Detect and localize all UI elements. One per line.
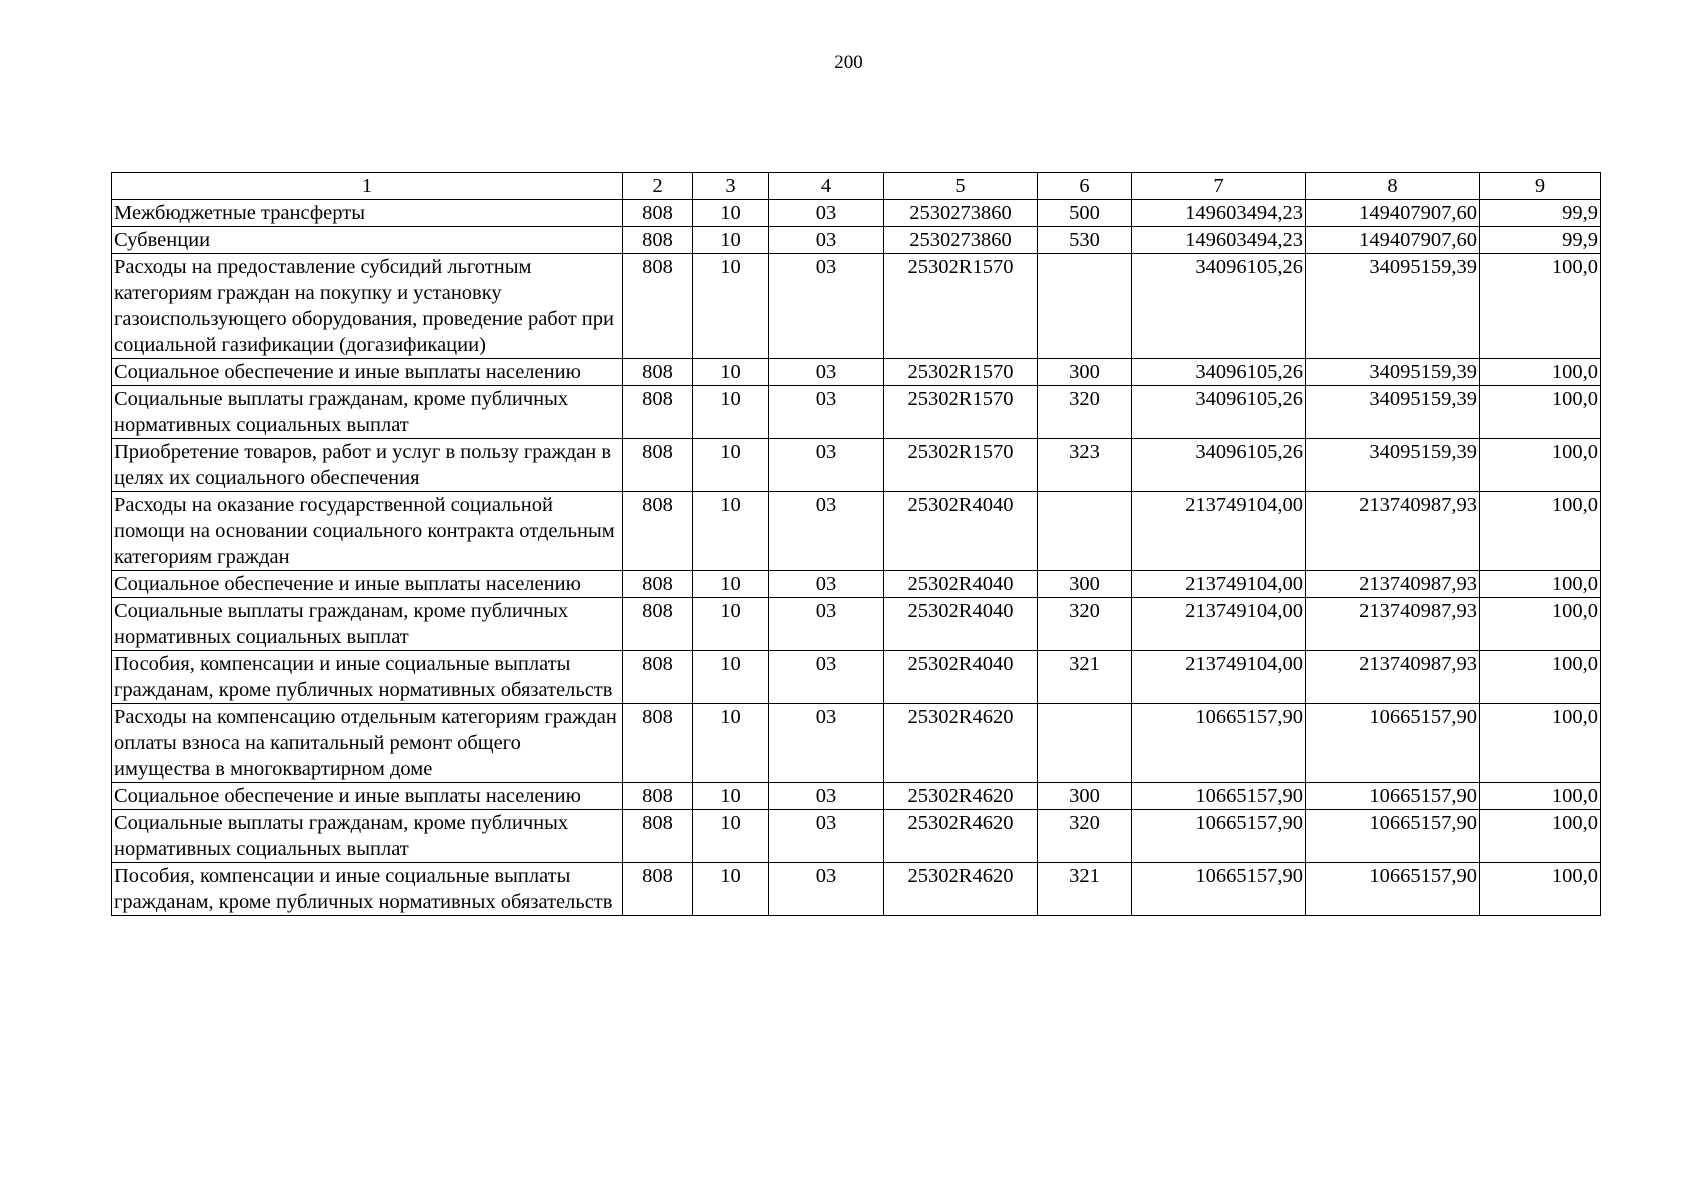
row-col6-cell: 500 bbox=[1038, 200, 1132, 227]
row-col6-cell: 320 bbox=[1038, 810, 1132, 863]
row-col7-cell: 213749104,00 bbox=[1132, 571, 1306, 598]
row-col4-cell: 03 bbox=[769, 598, 884, 651]
row-col9-cell: 100,0 bbox=[1480, 492, 1601, 571]
header-cell: 5 bbox=[884, 173, 1038, 200]
row-col2-cell: 808 bbox=[623, 704, 693, 783]
row-col6-cell: 300 bbox=[1038, 783, 1132, 810]
row-col9-cell: 100,0 bbox=[1480, 598, 1601, 651]
table-body bbox=[112, 200, 1601, 916]
row-col9-cell: 100,0 bbox=[1480, 863, 1601, 916]
row-col8-cell: 213740987,93 bbox=[1306, 492, 1480, 571]
row-col5-cell: 2530273860 bbox=[884, 200, 1038, 227]
row-col3-cell: 10 bbox=[693, 810, 769, 863]
row-col3-cell: 10 bbox=[693, 492, 769, 571]
table-row bbox=[112, 227, 1601, 254]
row-col3-cell: 10 bbox=[693, 386, 769, 439]
table-row bbox=[112, 386, 1601, 439]
row-col4-cell: 03 bbox=[769, 254, 884, 359]
table-row bbox=[112, 651, 1601, 704]
row-col4-cell: 03 bbox=[769, 810, 884, 863]
row-col8-cell: 34095159,39 bbox=[1306, 359, 1480, 386]
row-col2-cell: 808 bbox=[623, 598, 693, 651]
table-row bbox=[112, 200, 1601, 227]
table-row bbox=[112, 492, 1601, 571]
row-col8-cell: 10665157,90 bbox=[1306, 783, 1480, 810]
row-name-cell: Субвенции bbox=[112, 227, 623, 254]
row-col7-cell: 10665157,90 bbox=[1132, 810, 1306, 863]
row-name-cell: Пособия, компенсации и иные социальные выплаты гражданам, кроме публичных нормативных обязательств bbox=[112, 651, 623, 704]
header-cell: 1 bbox=[112, 173, 623, 200]
row-col7-cell: 149603494,23 bbox=[1132, 200, 1306, 227]
row-col7-cell: 10665157,90 bbox=[1132, 783, 1306, 810]
table-row bbox=[112, 783, 1601, 810]
row-col8-cell: 10665157,90 bbox=[1306, 704, 1480, 783]
row-col5-cell: 25302R4620 bbox=[884, 863, 1038, 916]
row-col4-cell: 03 bbox=[769, 571, 884, 598]
row-name-cell: Социальные выплаты гражданам, кроме публичных нормативных социальных выплат bbox=[112, 598, 623, 651]
row-name-cell: Социальные выплаты гражданам, кроме публичных нормативных социальных выплат bbox=[112, 810, 623, 863]
row-col6-cell: 300 bbox=[1038, 571, 1132, 598]
row-col3-cell: 10 bbox=[693, 254, 769, 359]
row-col5-cell: 25302R1570 bbox=[884, 359, 1038, 386]
row-col3-cell: 10 bbox=[693, 227, 769, 254]
row-col7-cell: 213749104,00 bbox=[1132, 651, 1306, 704]
header-cell: 6 bbox=[1038, 173, 1132, 200]
table-row bbox=[112, 598, 1601, 651]
row-col4-cell: 03 bbox=[769, 863, 884, 916]
row-col8-cell: 34095159,39 bbox=[1306, 439, 1480, 492]
header-cell: 9 bbox=[1480, 173, 1601, 200]
row-col3-cell: 10 bbox=[693, 200, 769, 227]
row-col9-cell: 99,9 bbox=[1480, 200, 1601, 227]
row-col2-cell: 808 bbox=[623, 863, 693, 916]
row-col3-cell: 10 bbox=[693, 598, 769, 651]
table-row bbox=[112, 863, 1601, 916]
row-col3-cell: 10 bbox=[693, 439, 769, 492]
table-row bbox=[112, 810, 1601, 863]
row-col5-cell: 25302R1570 bbox=[884, 386, 1038, 439]
row-name-cell: Приобретение товаров, работ и услуг в пользу граждан в целях их социального обеспечения bbox=[112, 439, 623, 492]
row-col6-cell bbox=[1038, 254, 1132, 359]
row-col4-cell: 03 bbox=[769, 704, 884, 783]
row-col5-cell: 2530273860 bbox=[884, 227, 1038, 254]
row-name-cell: Социальные выплаты гражданам, кроме публичных нормативных социальных выплат bbox=[112, 386, 623, 439]
row-col8-cell: 34095159,39 bbox=[1306, 254, 1480, 359]
row-col9-cell: 100,0 bbox=[1480, 386, 1601, 439]
row-col3-cell: 10 bbox=[693, 571, 769, 598]
row-col7-cell: 149603494,23 bbox=[1132, 227, 1306, 254]
row-col4-cell: 03 bbox=[769, 783, 884, 810]
row-col5-cell: 25302R4620 bbox=[884, 704, 1038, 783]
row-col8-cell: 213740987,93 bbox=[1306, 571, 1480, 598]
row-col7-cell: 10665157,90 bbox=[1132, 704, 1306, 783]
row-col8-cell: 10665157,90 bbox=[1306, 810, 1480, 863]
row-name-cell: Социальное обеспечение и иные выплаты населению bbox=[112, 783, 623, 810]
row-col6-cell bbox=[1038, 492, 1132, 571]
row-col5-cell: 25302R4040 bbox=[884, 651, 1038, 704]
row-col9-cell: 100,0 bbox=[1480, 439, 1601, 492]
row-col8-cell: 149407907,60 bbox=[1306, 200, 1480, 227]
row-col9-cell: 100,0 bbox=[1480, 810, 1601, 863]
row-col3-cell: 10 bbox=[693, 863, 769, 916]
header-cell: 4 bbox=[769, 173, 884, 200]
row-col7-cell: 213749104,00 bbox=[1132, 492, 1306, 571]
row-col9-cell: 100,0 bbox=[1480, 254, 1601, 359]
row-col2-cell: 808 bbox=[623, 492, 693, 571]
table-row bbox=[112, 254, 1601, 359]
row-col9-cell: 100,0 bbox=[1480, 651, 1601, 704]
table-row bbox=[112, 704, 1601, 783]
row-col5-cell: 25302R4620 bbox=[884, 810, 1038, 863]
row-col7-cell: 34096105,26 bbox=[1132, 439, 1306, 492]
row-col3-cell: 10 bbox=[693, 359, 769, 386]
header-cell: 3 bbox=[693, 173, 769, 200]
row-col8-cell: 213740987,93 bbox=[1306, 598, 1480, 651]
row-col2-cell: 808 bbox=[623, 783, 693, 810]
row-col3-cell: 10 bbox=[693, 783, 769, 810]
row-col3-cell: 10 bbox=[693, 651, 769, 704]
row-col2-cell: 808 bbox=[623, 439, 693, 492]
row-col6-cell: 321 bbox=[1038, 651, 1132, 704]
budget-table bbox=[111, 172, 1601, 916]
row-col7-cell: 10665157,90 bbox=[1132, 863, 1306, 916]
row-col8-cell: 10665157,90 bbox=[1306, 863, 1480, 916]
row-name-cell: Расходы на оказание государственной социальной помощи на основании социального контракта отдельным категориям граждан bbox=[112, 492, 623, 571]
row-col7-cell: 34096105,26 bbox=[1132, 359, 1306, 386]
page-number: 200 bbox=[834, 52, 863, 73]
row-col8-cell: 34095159,39 bbox=[1306, 386, 1480, 439]
row-name-cell: Расходы на предоставление субсидий льготным категориям граждан на покупку и установку газоиспользующего оборудования, проведение работ при социальной газификации (догазификации) bbox=[112, 254, 623, 359]
row-col4-cell: 03 bbox=[769, 492, 884, 571]
row-name-cell: Расходы на компенсацию отдельным категориям граждан оплаты взноса на капитальный ремонт общего имущества в многоквартирном доме bbox=[112, 704, 623, 783]
row-col5-cell: 25302R1570 bbox=[884, 254, 1038, 359]
row-name-cell: Межбюджетные трансферты bbox=[112, 200, 623, 227]
row-col7-cell: 34096105,26 bbox=[1132, 386, 1306, 439]
row-col6-cell bbox=[1038, 704, 1132, 783]
row-col7-cell: 34096105,26 bbox=[1132, 254, 1306, 359]
row-col6-cell: 530 bbox=[1038, 227, 1132, 254]
row-col6-cell: 321 bbox=[1038, 863, 1132, 916]
row-col6-cell: 320 bbox=[1038, 386, 1132, 439]
row-col5-cell: 25302R4620 bbox=[884, 783, 1038, 810]
row-col5-cell: 25302R1570 bbox=[884, 439, 1038, 492]
row-col4-cell: 03 bbox=[769, 439, 884, 492]
table-row bbox=[112, 571, 1601, 598]
row-name-cell: Социальное обеспечение и иные выплаты населению bbox=[112, 359, 623, 386]
row-col8-cell: 149407907,60 bbox=[1306, 227, 1480, 254]
row-col2-cell: 808 bbox=[623, 200, 693, 227]
row-col4-cell: 03 bbox=[769, 651, 884, 704]
row-col6-cell: 323 bbox=[1038, 439, 1132, 492]
table-row bbox=[112, 359, 1601, 386]
row-col2-cell: 808 bbox=[623, 651, 693, 704]
row-col2-cell: 808 bbox=[623, 359, 693, 386]
row-col4-cell: 03 bbox=[769, 227, 884, 254]
row-col9-cell: 100,0 bbox=[1480, 783, 1601, 810]
row-col5-cell: 25302R4040 bbox=[884, 571, 1038, 598]
row-col5-cell: 25302R4040 bbox=[884, 598, 1038, 651]
table-row bbox=[112, 439, 1601, 492]
header-cell: 7 bbox=[1132, 173, 1306, 200]
table-header-row bbox=[112, 173, 1601, 200]
row-col2-cell: 808 bbox=[623, 571, 693, 598]
row-col9-cell: 100,0 bbox=[1480, 359, 1601, 386]
row-col4-cell: 03 bbox=[769, 386, 884, 439]
header-cell: 2 bbox=[623, 173, 693, 200]
row-col9-cell: 99,9 bbox=[1480, 227, 1601, 254]
row-col4-cell: 03 bbox=[769, 200, 884, 227]
row-col2-cell: 808 bbox=[623, 386, 693, 439]
row-col6-cell: 300 bbox=[1038, 359, 1132, 386]
row-col2-cell: 808 bbox=[623, 810, 693, 863]
row-col7-cell: 213749104,00 bbox=[1132, 598, 1306, 651]
row-col2-cell: 808 bbox=[623, 227, 693, 254]
row-name-cell: Пособия, компенсации и иные социальные выплаты гражданам, кроме публичных нормативных обязательств bbox=[112, 863, 623, 916]
row-col8-cell: 213740987,93 bbox=[1306, 651, 1480, 704]
row-col2-cell: 808 bbox=[623, 254, 693, 359]
row-col3-cell: 10 bbox=[693, 704, 769, 783]
row-name-cell: Социальное обеспечение и иные выплаты населению bbox=[112, 571, 623, 598]
row-col9-cell: 100,0 bbox=[1480, 704, 1601, 783]
header-cell: 8 bbox=[1306, 173, 1480, 200]
row-col6-cell: 320 bbox=[1038, 598, 1132, 651]
row-col9-cell: 100,0 bbox=[1480, 571, 1601, 598]
row-col4-cell: 03 bbox=[769, 359, 884, 386]
row-col5-cell: 25302R4040 bbox=[884, 492, 1038, 571]
